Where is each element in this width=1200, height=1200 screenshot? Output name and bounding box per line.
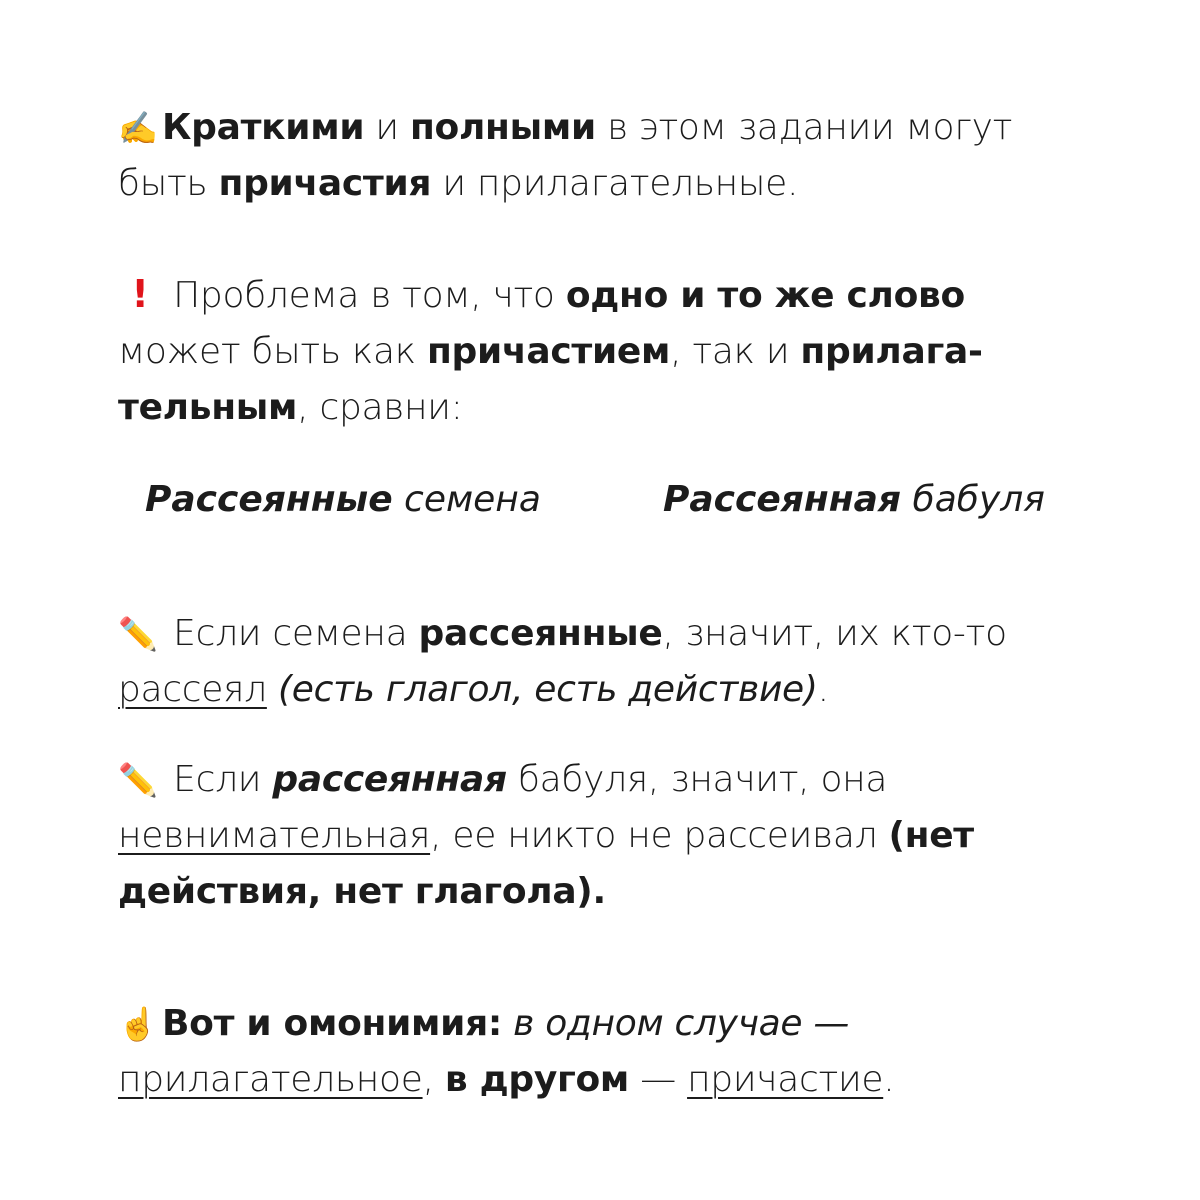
examples-row [0,472,1200,532]
underlined-verb: рассеял [118,669,267,710]
bold-term-full: полными [409,107,596,148]
text: Проблема в том, что [162,275,566,316]
paragraph-homonymy [118,996,1068,1108]
bold-participle: причастием [426,331,671,372]
writing-hand-icon: ✍ [118,109,158,147]
example-left-bold: Рассеянные [145,479,393,520]
text: . [817,669,829,710]
text: , значит, их кто-то [662,613,1007,654]
example-left [145,472,541,528]
example-left-rest: семена [392,479,541,520]
pointing-up-icon: ☝️ [118,1005,158,1043]
bold-no-action: (нет действия, нет глагола). [118,815,974,912]
paragraph-short-full-forms [118,100,1068,212]
text [267,669,278,710]
pencil-icon: ✏️ [118,761,158,799]
text: Если семена [162,613,419,654]
italic-note: (есть глагол, есть действие) [278,669,818,710]
bold-term-participles: причастия [218,163,432,204]
text: — [629,1059,688,1100]
paragraph-problem [118,266,1068,436]
text: . [883,1059,895,1100]
bold-term-short: Краткими [162,107,365,148]
text: Если [162,759,273,800]
text: и прилагательные. [431,163,799,204]
bold-italic-absent-minded: рассеянная [272,759,507,800]
example-right-rest: бабуля [901,479,1045,520]
text: , так и [670,331,801,372]
text: и [364,107,410,148]
text: , сравни: [297,387,463,428]
text: бабуля, значит, она [506,759,888,800]
text: в этом задании могут быть [118,107,1013,204]
text: , ее никто не рассеивал [430,815,889,856]
paragraph-scattered-seeds [118,606,1068,718]
underlined-adjective: прилагательное [118,1059,423,1100]
example-right-bold: Рассеянная [663,479,902,520]
bold-adjective: прилага-тельным [118,331,983,428]
italic-one-case: в одном случае — [513,1003,850,1044]
paragraph-absent-minded [118,752,1068,920]
bold-scattered: рассеянные [418,613,663,654]
underlined-inattentive: невнимательная [118,815,431,856]
exclamation-icon: ! [131,272,149,316]
text: , [422,1059,445,1100]
bold-other-case: в другом [444,1059,630,1100]
text [502,1003,513,1044]
example-right [663,472,1045,528]
bold-same-word: одно и то же слово [565,275,965,316]
pencil-icon: ✏️ [118,615,158,653]
text: может быть как [118,331,427,372]
underlined-participle: причастие [687,1059,884,1100]
bold-homonymy: Вот и омонимия: [162,1003,502,1044]
